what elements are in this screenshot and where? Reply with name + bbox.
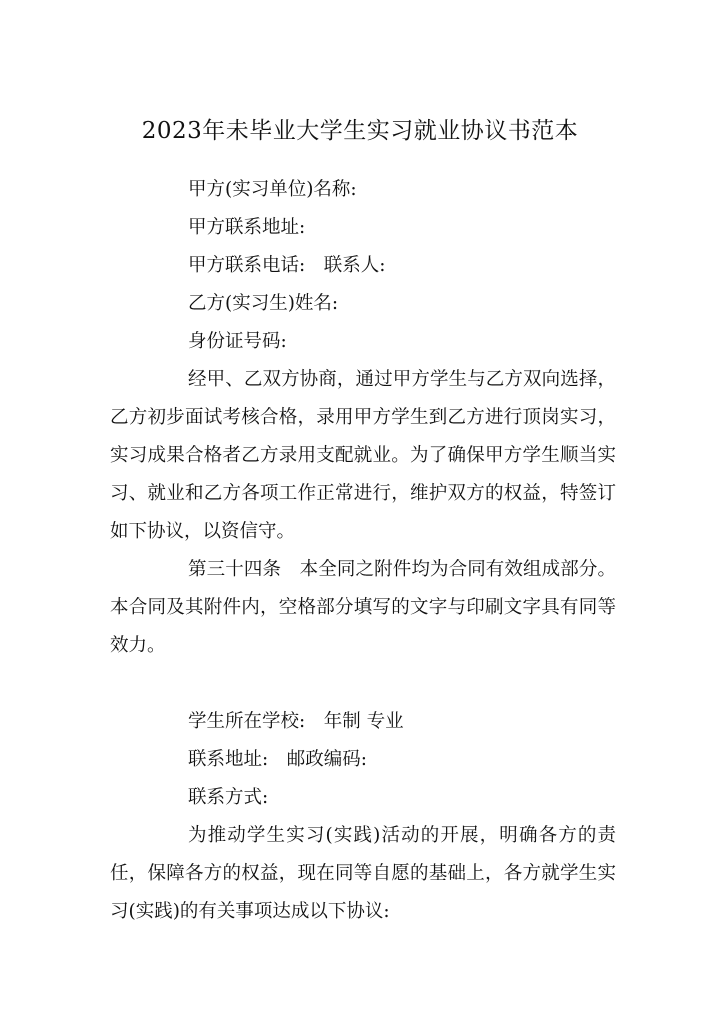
document-body <box>110 171 616 931</box>
paragraph-article-34: 第三十四条 本全同之附件均为合同有效组成部分。本合同及其附件内，空格部分填写的文字与印刷文字具有同等效力。 <box>110 559 616 656</box>
document-title: 2023年未毕业大学生实习就业协议书范本 <box>141 118 579 144</box>
paragraph-purpose: 为推动学生实习(实践)活动的开展，明确各方的责任，保障各方的权益，现在同等自愿的基础上，各方就学生实习(实践)的有关事项达成以下协议: <box>110 825 616 922</box>
field-student-school: 学生所在学校: 年制 专业 <box>188 711 404 732</box>
field-party-a-phone-contact: 甲方联系电话: 联系人: <box>188 255 386 276</box>
field-party-b-name: 乙方(实习生)姓名: <box>188 293 339 314</box>
field-contact-method: 联系方式: <box>188 787 269 808</box>
field-contact-address: 联系地址: 邮政编码: <box>188 749 367 770</box>
paragraph-agreement-intro: 经甲、乙双方协商，通过甲方学生与乙方双向选择，乙方初步面试考核合格，录用甲方学生到乙方进行顶岗实习，实习成果合格者乙方录用支配就业。为了确保甲方学生顺当实习、就业和乙方各项工作正常进行，维护双方的权益，特签订如下协议，以资信守。 <box>110 369 616 542</box>
field-party-a-address: 甲方联系地址: <box>188 217 306 238</box>
field-party-a-name: 甲方(实习单位)名称: <box>188 179 357 200</box>
field-id-number: 身份证号码: <box>188 331 287 352</box>
